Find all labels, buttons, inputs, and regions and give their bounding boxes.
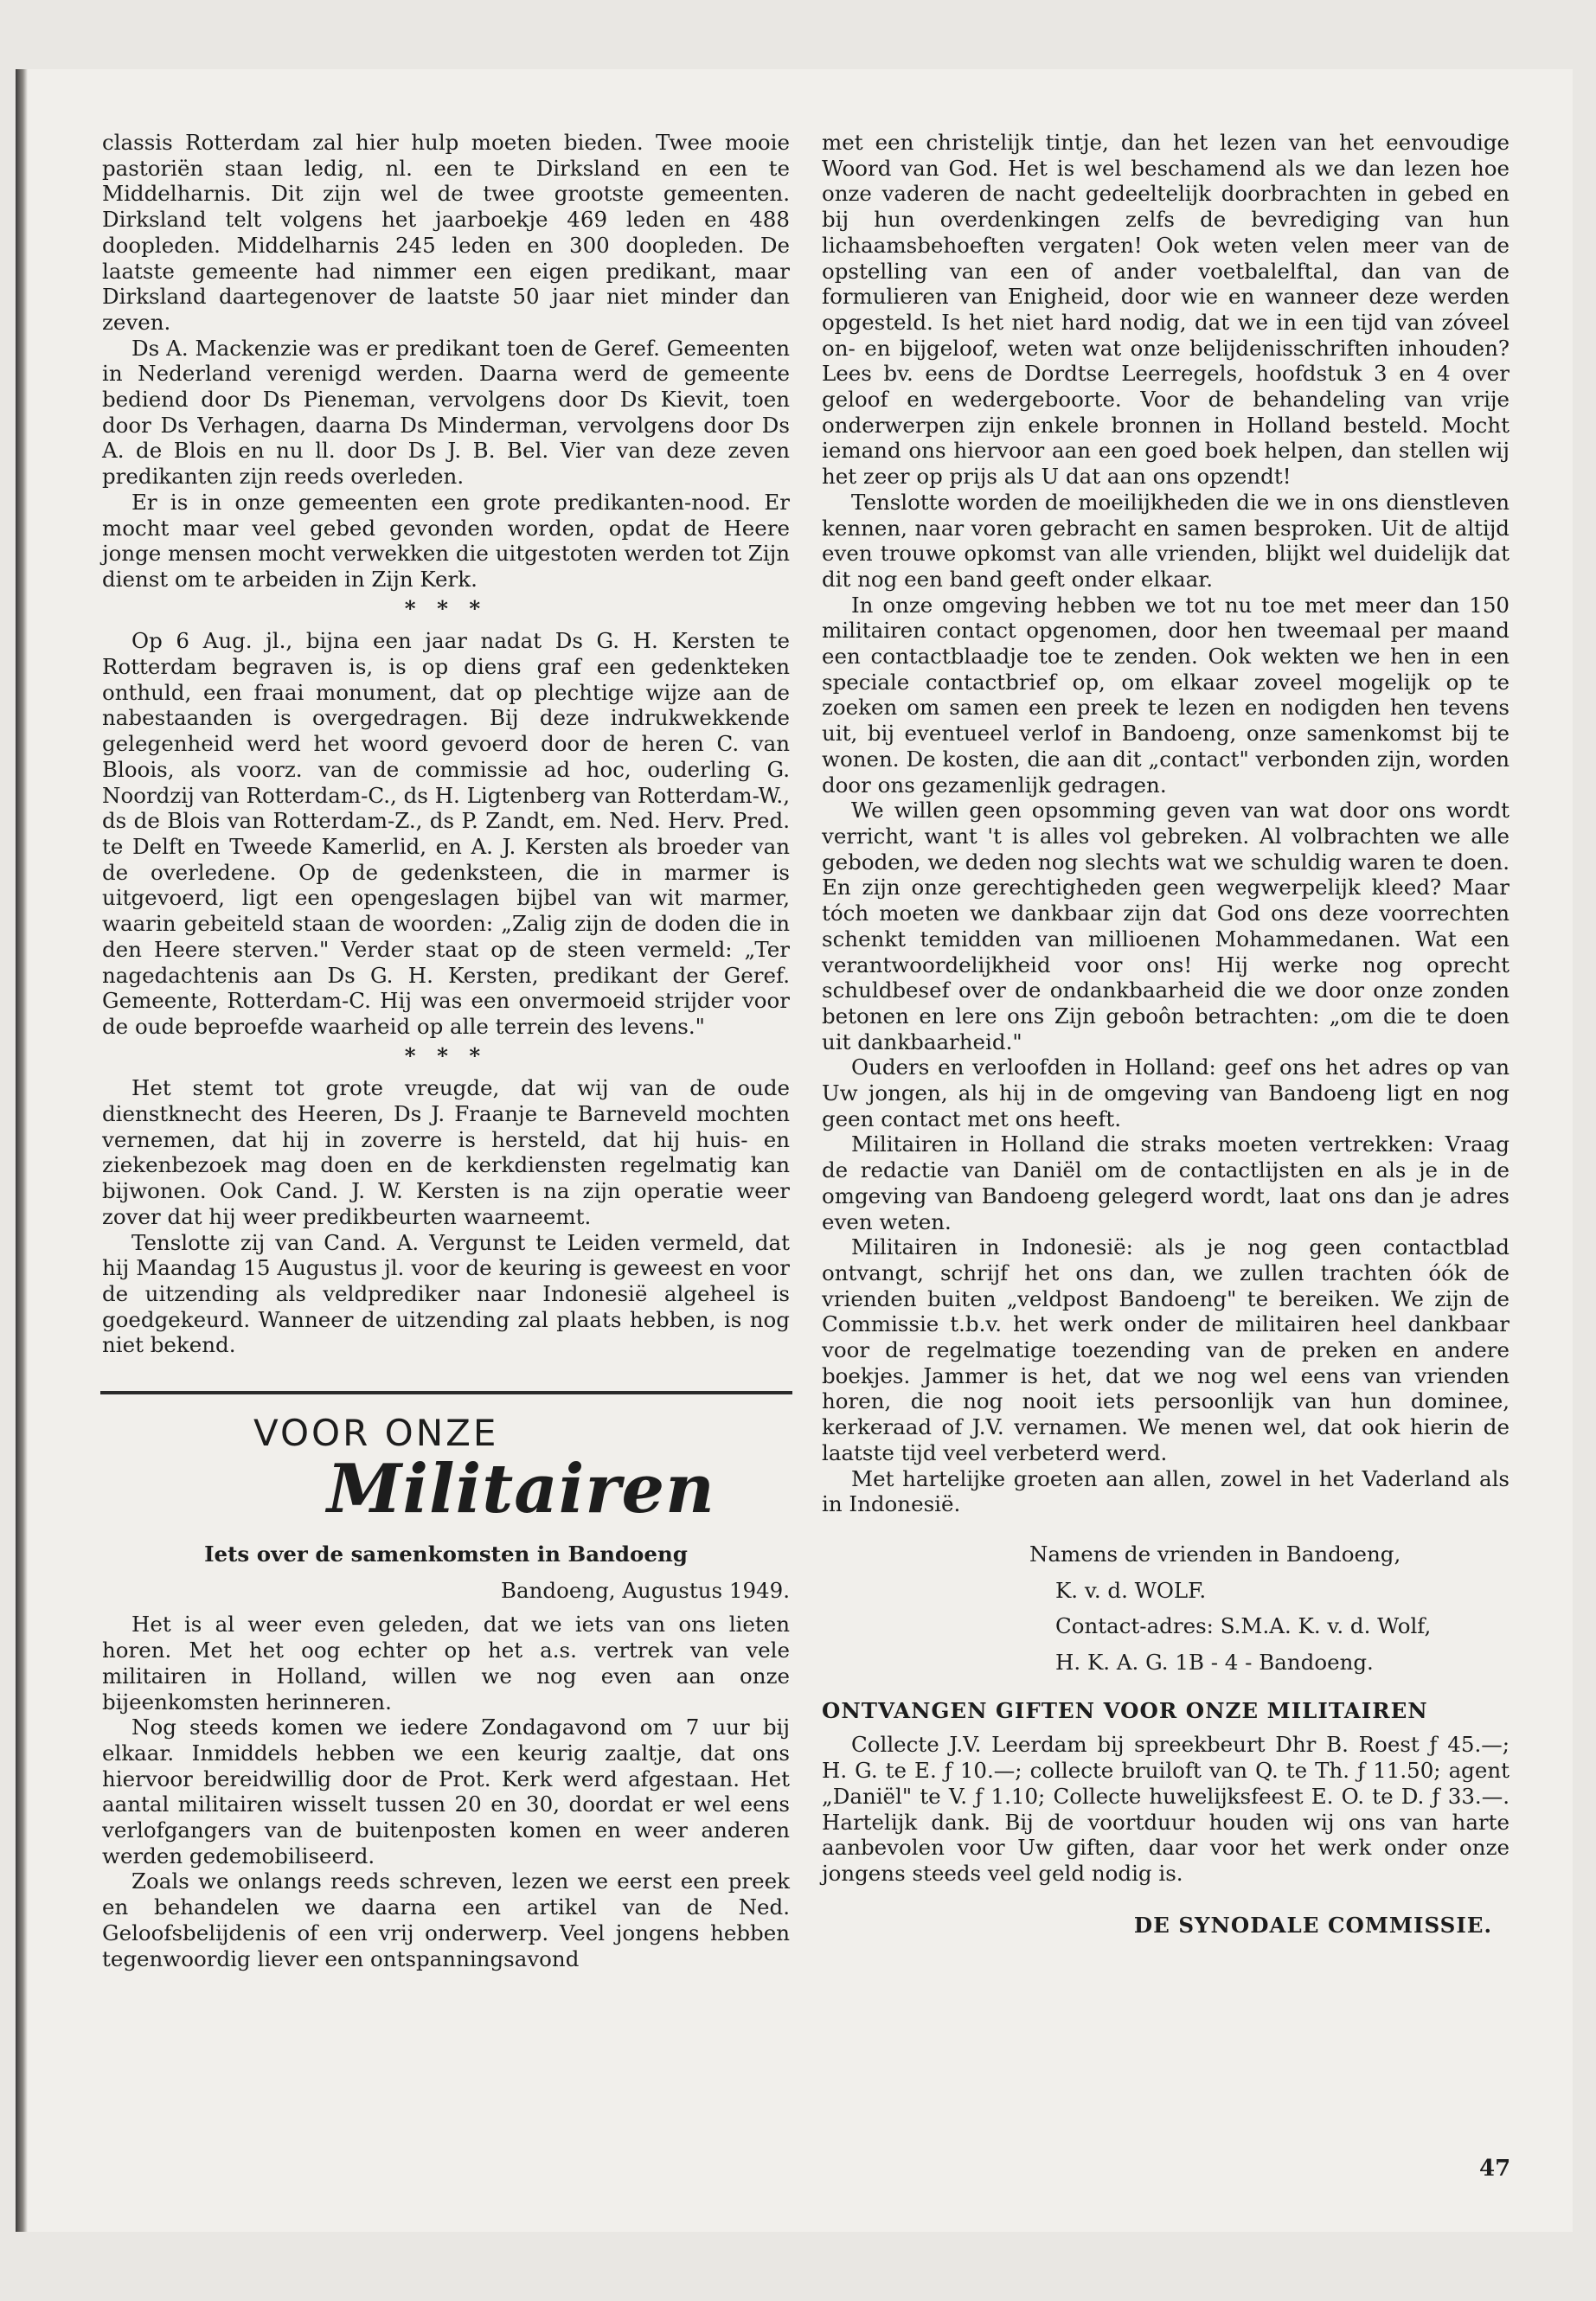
right-paragraph-8: Met hartelijke groeten aan allen, zowel in het Vaderland als in Indonesië. [822, 1465, 1509, 1517]
page-number: 47 [1479, 2156, 1511, 2182]
article-dateline: Bandoeng, Augustus 1949. [501, 1577, 790, 1603]
section-divider [100, 1391, 792, 1394]
left-paragraph-8: Nog steeds komen we iedere Zondagavond om 7 uur bij elkaar. Inmiddels hebben we een keurig zaaltje, dat ons hiervoor bereidwillig door de Prot. Kerk werd afgestaan. Het aantal militairen wisselt tussen 20 en 30, doordat er wel eens verlofgangers van de buitenposten komen en weer anderen werden gedemobiliseerd. [102, 1715, 790, 1868]
gifts-title: ONTVANGEN GIFTEN VOOR ONZE MILITAIREN [822, 1697, 1428, 1723]
right-paragraph-5: Ouders en verloofden in Holland: geef ons het adres op van Uw jongen, als hij in de omgeving van Bandoeng ligt en nog geen contact met ons heeft. [822, 1054, 1509, 1131]
right-paragraph-4: We willen geen opsomming geven van wat door ons wordt verricht, want 't is alles vol gebreken. Al volbrachten we alle geboden, we deden nog slechts wat we schuldig waren te doen. En zijn onze gerechtigheden geen wegwerpelijk kleed? Maar tóch moeten we dankbaar zijn dat God ons deze voorrechten schenkt temidden van millioenen Mohammedanen. Wat een verantwoordelijkheid voor ons! Hij werke nog oprecht schuldbesef over de ondankbaarheid die we door onze zonden betonen en lere ons Zijn geboôn betrachten: „om die te doen uit dankbaarheid." [822, 798, 1509, 1054]
right-paragraph-7: Militairen in Indonesië: als je nog geen contactblad ontvangt, schrijf het ons dan, we zullen trachten óók de vrienden buiten „veldpost Bandoeng" te bereiken. We zijn de Commissie t.b.v. het werk onder de militairen heel dankbaar voor de regelmatige toezending van de preken en andere boekjes. Jammer is het, dat we nog wel eens van vrienden horen, die nog nooit iets persoonlijk van hun dominee, kerkeraad of J.V. vernamen. We menen wel, dat ook hierin de laatste tijd veel verbeterd werd. [822, 1234, 1509, 1465]
article-subhead: Iets over de samenkomsten in Bandoeng [204, 1541, 688, 1567]
right-paragraph-1: met een christelijk tintje, dan het lezen van het eenvoudige Woord van God. Het is wel beschamend als we dan lezen hoe onze vaderen de nacht gedeeltelijk doorbrachten in gebed en bij hun overdenkingen zelfs de bevrediging van hun lichaamsbehoeften vergaten! Ook weten velen meer van de opstelling van een of ander voetbalelftal, dan van de formulieren van Enigheid, door wie en wanneer deze werden opgesteld. Is het niet hard nodig, dat we in een tijd van zóveel on- en bijgeloof, weten wat onze belijdenisschriften inhouden? Lees bv. eens de Dordtse Leerregels, hoofdstuk 3 en 4 over geloof en wedergeboorte. Voor de behandeling van vrije onderwerpen zijn enkele bronnen in Holland besteld. Mocht iemand ons hiervoor aan een goed boek helpen, dan stellen wij het zeer op prijs als U dat aan ons opzendt! [822, 130, 1509, 490]
left-paragraph-6: Tenslotte zij van Cand. A. Vergunst te Leiden vermeld, dat hij Maandag 15 Augustus jl. voor de keuring is geweest en voor de uitzending als veldprediker naar Indonesië algeheel is goedgekeurd. Wanneer de uitzending zal plaats hebben, is nog niet bekend. [102, 1229, 790, 1358]
signature-name: K. v. d. WOLF. [1055, 1577, 1207, 1603]
separator-stars: * * * [404, 595, 488, 621]
left-column [102, 130, 790, 1971]
signature-line: Namens de vrienden in Bandoeng, [1029, 1541, 1401, 1567]
left-paragraph-4: Op 6 Aug. jl., bijna een jaar nadat Ds G. H. Kersten te Rotterdam begraven is, is op diens graf een gedenkteken onthuld, een fraai monument, dat op plechtige wijze aan de nabestaanden is overgedragen. Bij deze indrukwekkende gelegenheid werd het woord gevoerd door de heren C. van Bloois, als voorz. van de commissie ad hoc, ouderling G. Noordzij van Rotterdam-C., ds H. Ligtenberg van Rotterdam-W., ds de Blois van Rotterdam-Z., ds P. Zandt, em. Ned. Herv. Pred. te Delft en Tweede Kamerlid, en A. J. Kersten als broeder van de overledene. Op de gedenksteen, die in marmer is uitgevoerd, ligt een opengeslagen bijbel van wit marmer, waarin gebeiteld staan de woorden: „Zalig zijn de doden die in den Heere sterven." Verder staat op de steen vermeld: „Ter nagedachtenis aan Ds G. H. Kersten, predikant der Geref. Gemeente, Rotterdam-C. Hij was een onvermoeid strijder voor de oude beproefde waarheid op alle terrein des levens." [102, 628, 790, 1039]
left-paragraph-2: Ds A. Mackenzie was er predikant toen de Geref. Gemeenten in Nederland verenigd werden. Daarna werd de gemeente bediend door Ds Pieneman, vervolgens door Ds Kievit, toen door Ds Verhagen, daarna Ds Minderman, vervolgens door Ds A. de Blois en nu ll. door Ds J. B. Bel. Vier van deze zeven predikanten zijn reeds overleden. [102, 335, 790, 490]
separator-stars: * * * [404, 1042, 488, 1068]
right-paragraph-2: Tenslotte worden de moeilijkheden die we in ons dienstleven kennen, naar voren gebracht en samen besproken. Uit de altijd even trouwe opkomst van alle vrienden, blijkt wel duidelijk dat dit nog een band geeft onder elkaar. [822, 489, 1509, 592]
contact-address: Contact-adres: S.M.A. K. v. d. Wolf, [1055, 1613, 1432, 1639]
scan-edge [16, 69, 28, 2232]
signature-block [1029, 1541, 1509, 1676]
right-column [822, 130, 1509, 1938]
left-paragraph-3: Er is in onze gemeenten een grote predikanten-nood. Er mocht maar veel gebed gevonden worden, opdat de Heere jonge mensen mocht verwekken die uitgestoten werden tot Zijn dienst om te arbeiden in Zijn Kerk. [102, 489, 790, 592]
contact-address-line2: H. K. A. G. 1B - 4 - Bandoeng. [1055, 1650, 1374, 1676]
gifts-text: Collecte J.V. Leerdam bij spreekbeurt Dhr B. Roest ƒ 45.—; H. G. te E. ƒ 10.—; collecte bruiloft van Q. te Th. ƒ 11.50; agent „Daniël" te V. ƒ 1.10; Collecte huwelijksfeest E. O. te D. ƒ 33.—. Hartelijk dank. Bij de voortduur houden wij ons van harte aanbevolen voor Uw giften, daar voor het werk onder onze jongens steeds veel geld nodig is. [822, 1732, 1509, 1886]
section-header-small: VOOR ONZE [253, 1412, 499, 1455]
left-paragraph-5: Het stemt tot grote vreugde, dat wij van de oude dienstknecht des Heeren, Ds J. Fraanje te Barneveld mochten vernemen, dat hij in zoverre is hersteld, dat hij huis- en ziekenbezoek mag doen en de kerkdiensten regelmatig kan bijwonen. Ook Cand. J. W. Kersten is na zijn operatie weer zover dat hij weer predikbeurten waarneemt. [102, 1075, 790, 1229]
closing-signature: DE SYNODALE COMMISSIE. [1133, 1912, 1492, 1938]
left-paragraph-7: Het is al weer even geleden, dat we iets van ons lieten horen. Met het oog echter op het a.s. vertrek van vele militairen in Holland, willen we nog even aan onze bijeenkomsten herinneren. [102, 1612, 790, 1715]
right-paragraph-6: Militairen in Holland die straks moeten vertrekken: Vraag de redactie van Daniël om de contactlijsten en als je in de omgeving van Bandoeng gelegerd wordt, laat ons dan je adres even weten. [822, 1131, 1509, 1234]
right-paragraph-3: In onze omgeving hebben we tot nu toe met meer dan 150 militairen contact opgenomen, door hen tweemaal per maand een contactblaadje toe te zenden. Ook wekten we hen in een speciale contactbrief op, om elkaar zoveel mogelijk op te zoeken om samen een preek te lezen en nodigden hen tevens uit, bij eventueel verlof in Bandoeng, onze samenkomst bij te wonen. De kosten, die aan dit „contact" verbonden zijn, worden door ons gezamenlijk gedragen. [822, 592, 1509, 798]
left-paragraph-1: classis Rotterdam zal hier hulp moeten bieden. Twee mooie pastoriën staan ledig, nl. een te Dirksland en een te Middelharnis. Dit zijn wel de twee grootste gemeenten. Dirksland telt volgens het jaarboekje 469 leden en 488 doopleden. Middelharnis 245 leden en 300 doopleden. De laatste gemeente had nimmer een eigen predikant, maar Dirksland daartegenover de laatste 50 jaar niet minder dan zeven. [102, 130, 790, 335]
left-paragraph-9: Zoals we onlangs reeds schreven, lezen we eerst een preek en behandelen we daarna een artikel van de Ned. Geloofsbelijdenis of een vrij onderwerp. Veel jongens hebben tegenwoordig liever een ontspanningsavond [102, 1868, 790, 1971]
section-header-big: Militairen [327, 1450, 715, 1529]
